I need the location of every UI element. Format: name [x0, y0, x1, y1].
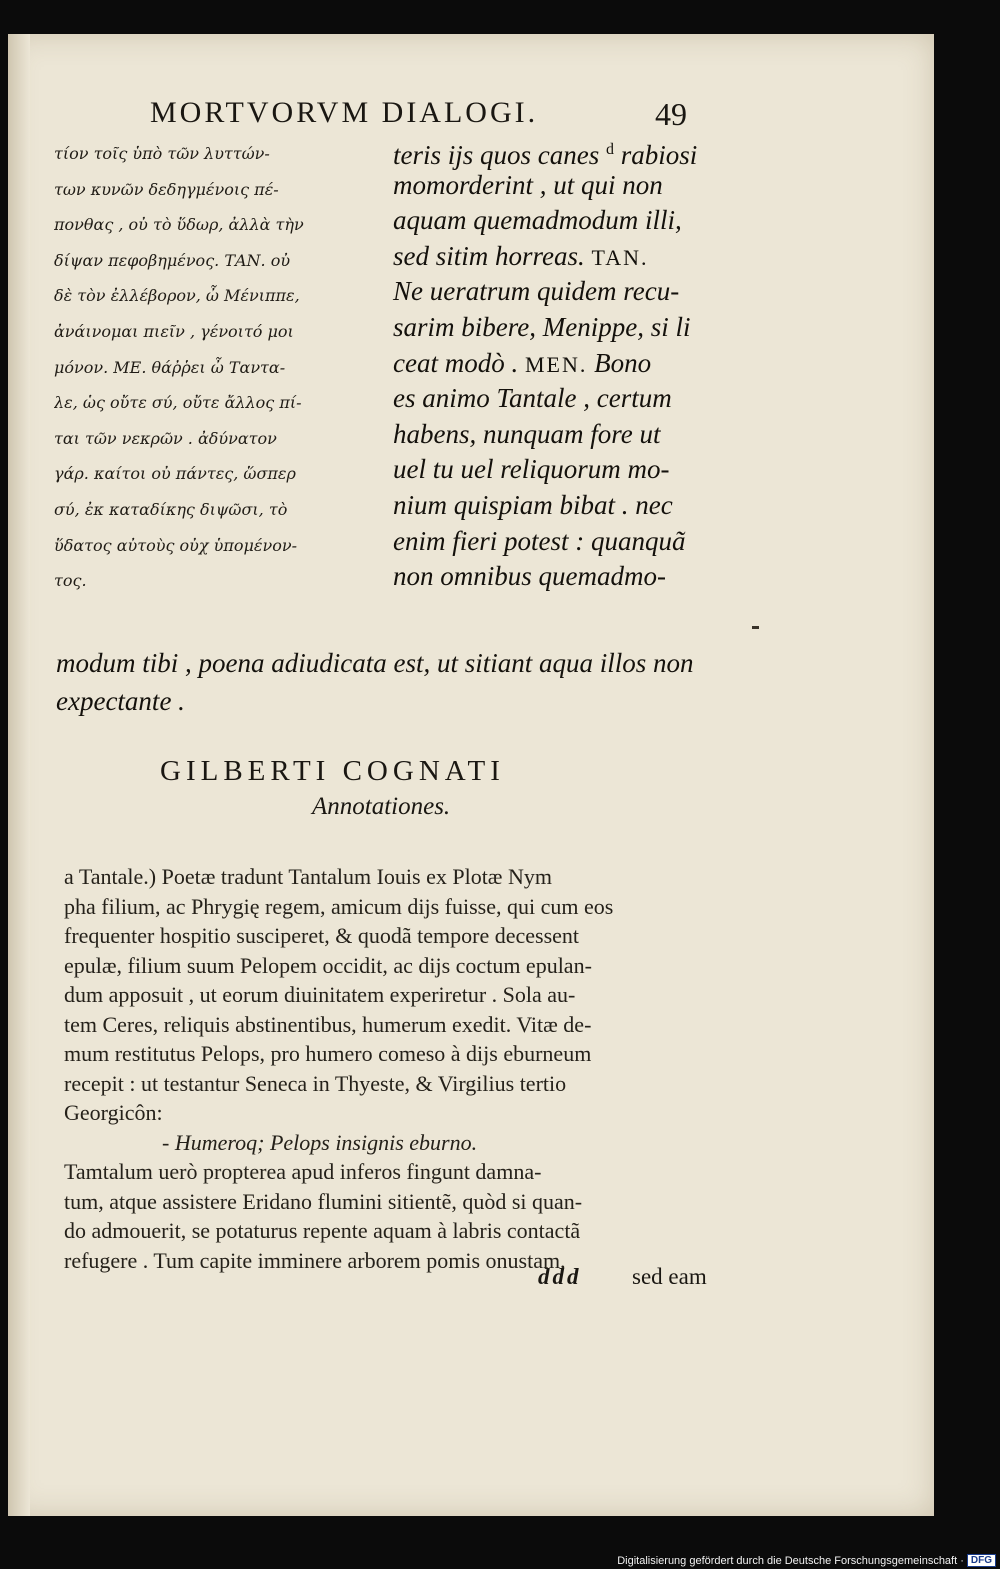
annotations-subheading: Annotationes.: [312, 793, 451, 820]
annotations-heading: GILBERTI COGNATI: [160, 755, 505, 787]
greek-line: γάρ. καίτοι οὐ πάντες, ὥσπερ: [54, 464, 296, 484]
latin-line: [393, 346, 718, 382]
latin-text: teris ijs quos canes: [393, 140, 606, 170]
greek-line: δὲ τὸν ἐλλέβορον, ὦ Μένιππε,: [54, 286, 300, 306]
greek-line: πονθας , οὐ τὸ ὕδωρ, ἀλλὰ τὴν: [54, 215, 304, 235]
running-head: MORTVORVM DIALOGI.: [150, 96, 539, 129]
latin-line: habens, nunquam fore ut: [393, 418, 661, 449]
note-line: recepit : ut testantur Seneca in Thyeste, & Virgilius tertio: [64, 1070, 567, 1096]
note-marker-d: d: [606, 141, 614, 158]
note-line: mum restitutus Pelops, pro humero comeso à dijs eburneum: [64, 1041, 592, 1066]
latin-text: rabiosi: [614, 140, 698, 170]
note-line: Georgicôn:: [64, 1100, 163, 1125]
latin-line: nium quispiam bibat . nec: [393, 489, 673, 520]
note-line: frequenter hospitio susciperet, & quodã tempore decessent: [64, 923, 580, 948]
catchword: sed eam: [632, 1264, 707, 1289]
latin-text: Bono: [587, 347, 652, 378]
greek-column: [54, 136, 384, 599]
greek-line: τος.: [54, 571, 87, 591]
annotations-body: [64, 862, 724, 1275]
dfg-logo-icon: DFG: [967, 1554, 996, 1567]
latin-line: aquam quemadmodum illi,: [393, 205, 682, 236]
greek-line: σύ, ἐκ καταδίκης διψῶσι, τὸ: [54, 499, 288, 519]
greek-line: ται τῶν νεκρῶν . ἀδύνατον: [54, 428, 277, 448]
signature-mark: ddd: [538, 1264, 582, 1289]
latin-line: [393, 239, 718, 275]
greek-line: ἀνάινομαι πιεῖν , γένοιτό μοι: [54, 321, 294, 341]
latin-line: Ne ueratrum quidem recu-: [393, 276, 680, 307]
latin-line: sarim bibere, Menippe, si li: [393, 311, 691, 342]
latin-line: enim fieri potest : quanquã: [393, 525, 686, 556]
latin-line: es animo Tantale , certum: [393, 383, 672, 414]
ink-speck: [752, 626, 759, 629]
note-line: Tamtalum uerò propterea apud inferos fingunt damna-: [64, 1159, 542, 1184]
page-number: 49: [655, 96, 687, 132]
latin-text: sed sitim horreas.: [393, 240, 585, 271]
page-spine-shadow: [8, 34, 30, 1516]
greek-line: τίον τοῖς ὑπὸ τῶν λυττών-: [54, 144, 270, 163]
latin-column: [393, 132, 718, 595]
speaker-tantalus: TAN.: [591, 244, 649, 270]
greek-line: λε, ὡς οὔτε σύ, οὔτε ἄλλος πί-: [54, 393, 302, 413]
note-line: a Tantale.) Poetæ tradunt Tantalum Iouis ex Plotæ Nym: [64, 864, 552, 889]
greek-line: μόνον. ΜΕ. θάῤῥει ὦ Ταντα-: [54, 357, 286, 377]
greek-line: δίψαν πεφοβημένος. ΤΑΝ. οὐ: [54, 250, 291, 270]
footer-text: Digitalisierung gefördert durch die Deutsche Forschungsgemeinschaft ·: [617, 1554, 964, 1567]
note-line: pha filium, ac Phrygię regem, amicum dijs fuisse, qui cum eos: [64, 893, 614, 919]
latin-text: ceat modò .: [393, 347, 525, 378]
footer-credit: [617, 1554, 996, 1567]
greek-line: των κυνῶν δεδηγμένοις πέ-: [54, 179, 279, 199]
note-line: refugere . Tum capite imminere arborem pomis onustam,: [64, 1247, 566, 1273]
latin-line: [393, 132, 718, 168]
note-line: dum apposuit , ut eorum diuinitatem experiretur . Sola au-: [64, 982, 576, 1007]
note-line: tum, atque assistere Eridano flumini sitientẽ, quòd si quan-: [64, 1188, 583, 1214]
note-line: tem Ceres, reliquis abstinentibus, humerum exedit. Vitæ de-: [64, 1011, 592, 1037]
latin-line: momorderint , ut qui non: [393, 169, 663, 200]
note-line: epulæ, filium suum Pelopem occidit, ac dijs coctum epulan-: [64, 952, 592, 978]
latin-line: modum tibi , poena adiudicata est, ut sitiant aqua illos non: [56, 648, 694, 678]
note-line: do admouerit, se potaturus repente aquam à labris contactã: [64, 1218, 581, 1243]
greek-line: ὕδατος αὐτοὺς οὐχ ὑπομένον-: [54, 535, 297, 555]
latin-line: non omnibus quemadmo-: [393, 561, 666, 592]
latin-full-width: [56, 644, 726, 720]
latin-line: expectante .: [56, 686, 185, 716]
speaker-menippus: MEN.: [524, 351, 588, 377]
latin-line: uel tu uel reliquorum mo-: [393, 454, 670, 485]
verse-quote: - Humeroq; Pelops insignis eburno.: [162, 1129, 478, 1155]
